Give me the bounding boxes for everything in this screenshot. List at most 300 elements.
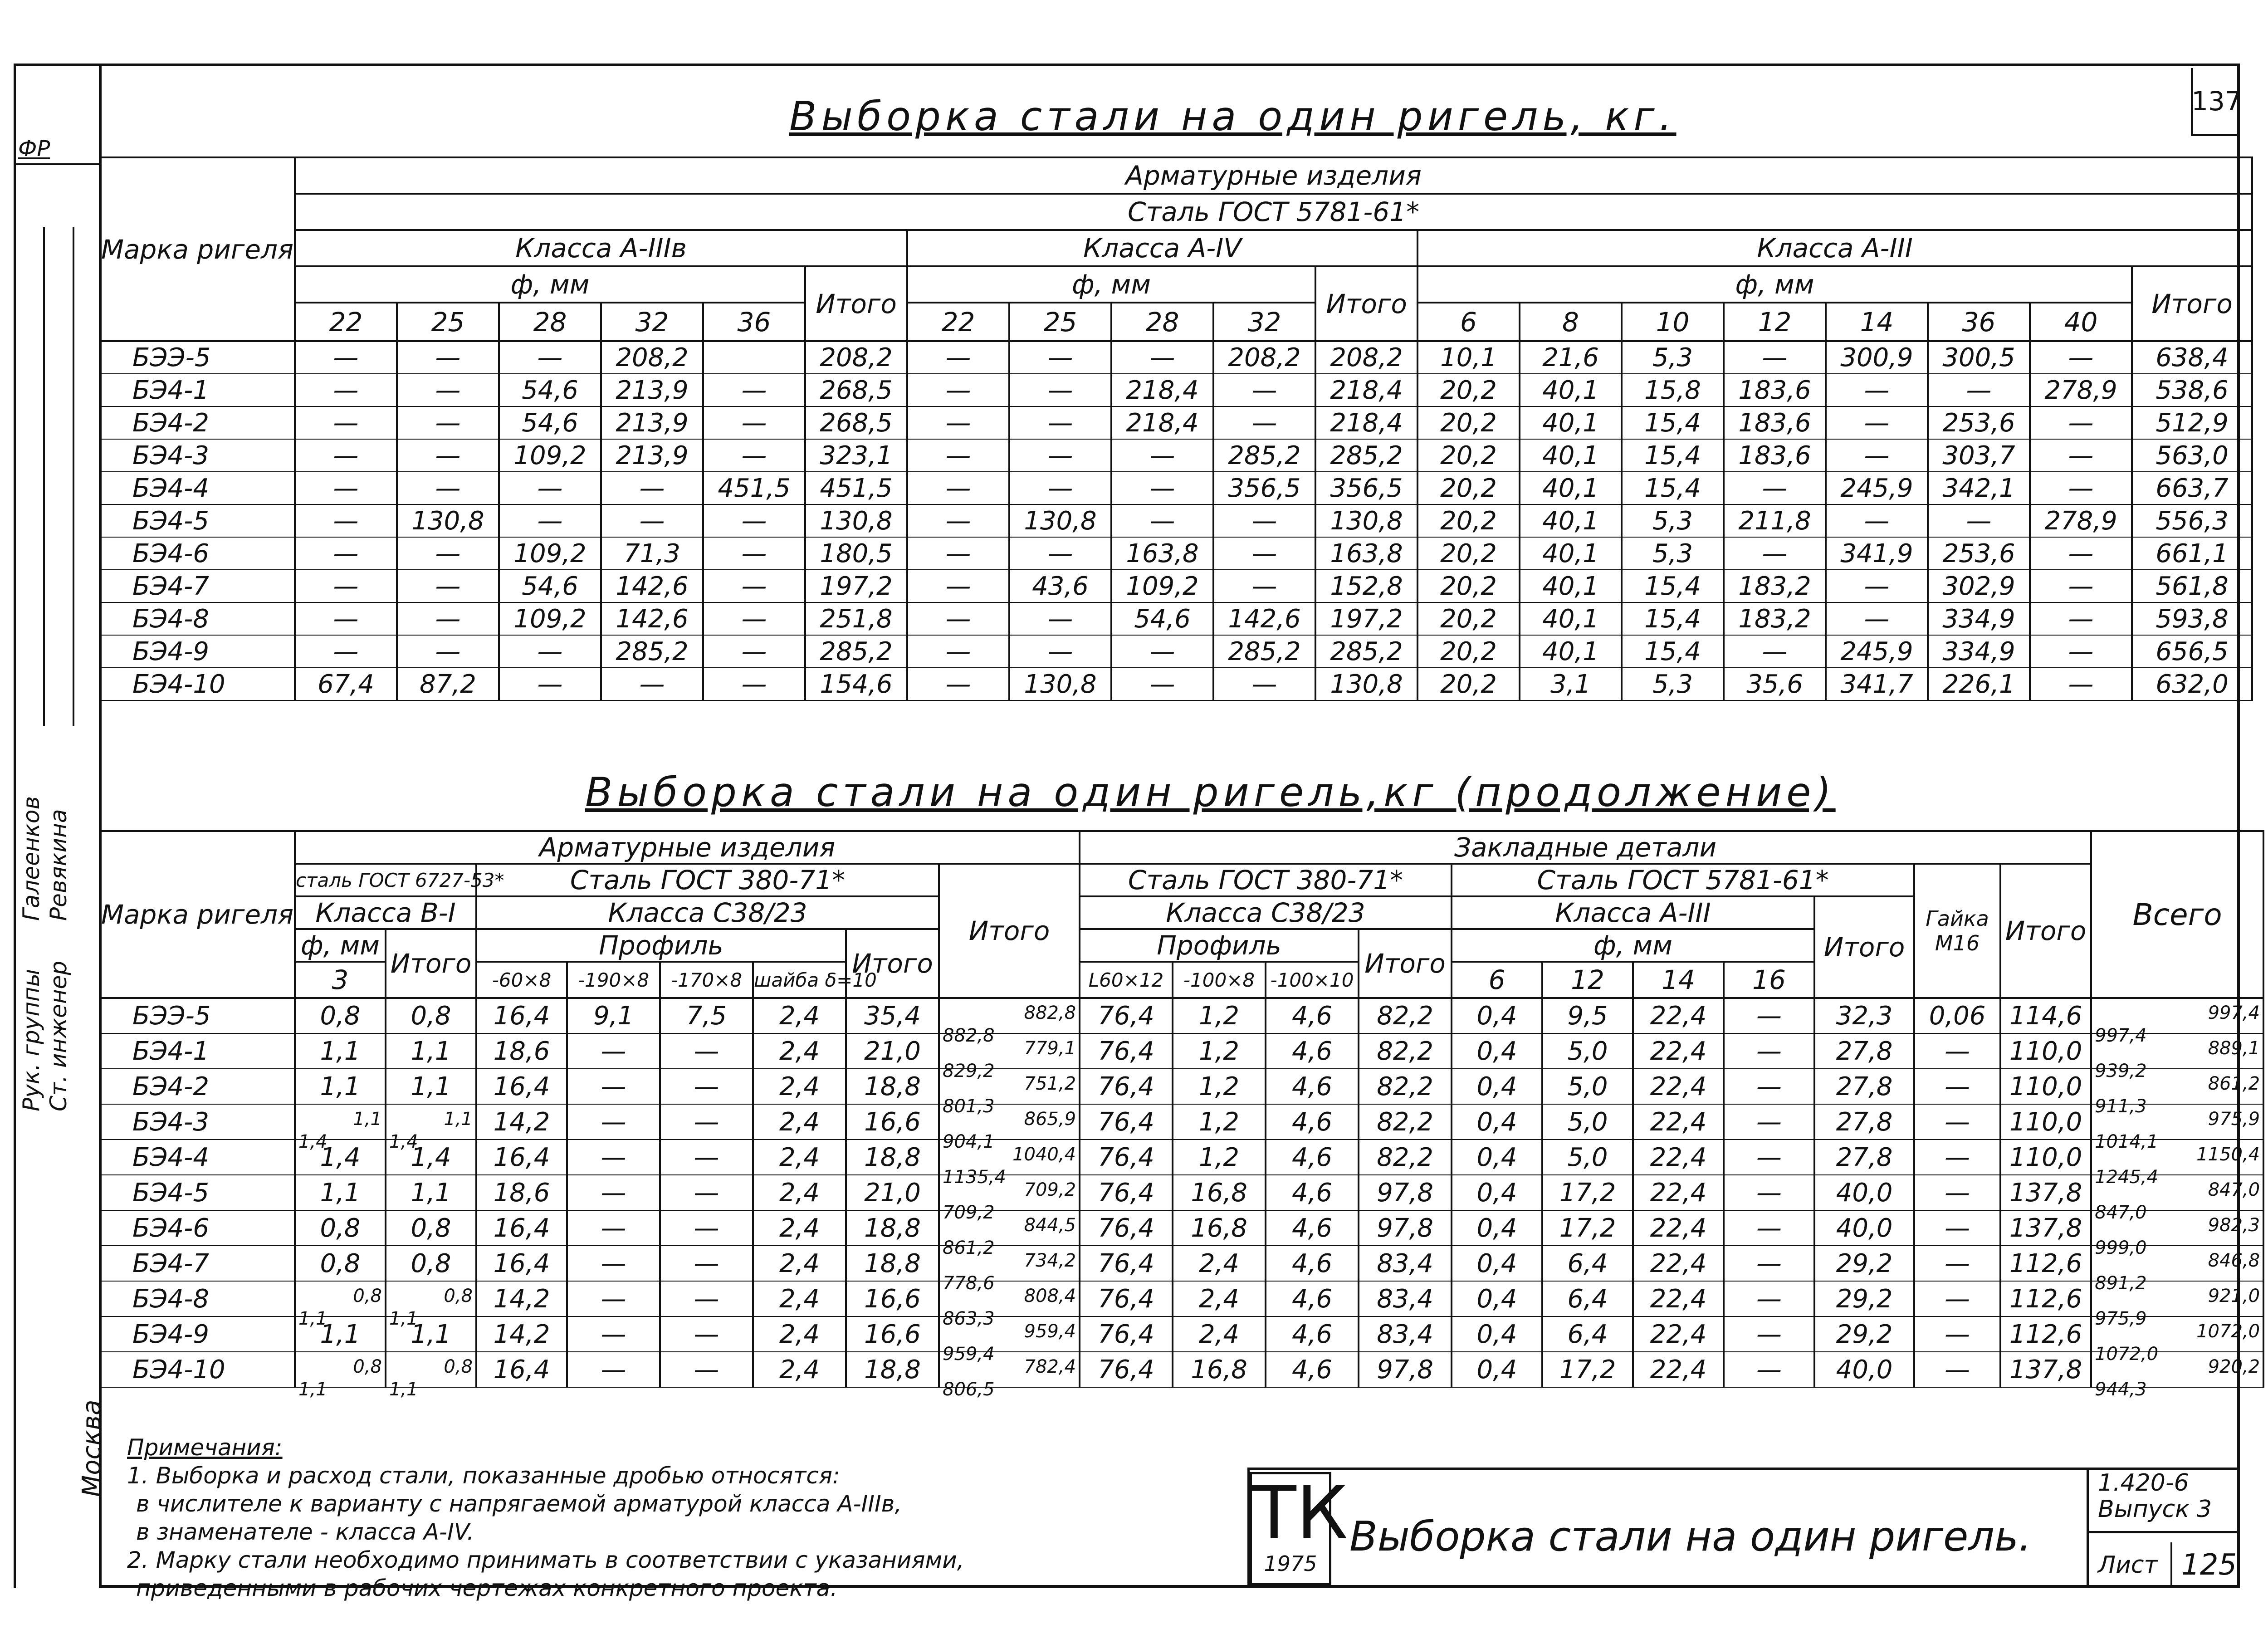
numerator: 1,4 — [298, 1131, 327, 1152]
denominator: 997,4 — [2208, 1003, 2260, 1023]
cell: — — [295, 602, 397, 635]
cell: 4,6 — [1266, 1281, 1359, 1316]
cell: 110,0 — [2000, 1104, 2091, 1140]
row-mark: БЭ4-8 — [100, 1281, 295, 1316]
denominator: 882,8 — [1024, 1003, 1076, 1023]
cell: 593,8 — [2132, 602, 2252, 635]
cell: — — [1914, 1352, 2000, 1387]
strip-divider — [14, 163, 99, 165]
t2-header-a3: Класса А-III — [1452, 896, 1814, 929]
numerator: 847,0 — [2095, 1202, 2147, 1223]
t1-diameter: 8 — [1520, 303, 1622, 341]
cell: — — [295, 406, 397, 439]
cell: — — [660, 1246, 753, 1281]
cell: 213,9 — [601, 406, 703, 439]
cell: 18,6 — [476, 1033, 567, 1069]
t1-header-mark — [100, 157, 295, 341]
cell: 9,5 — [1542, 998, 1633, 1033]
row-mark: БЭ4-9 — [100, 635, 295, 668]
cell: 76,4 — [1080, 1281, 1173, 1316]
numerator: 1,1 — [389, 1379, 418, 1400]
cell: 0,8 — [386, 998, 476, 1033]
cell: 213,9 — [601, 439, 703, 472]
cell: 632,0 — [2132, 668, 2252, 700]
denominator: 844,5 — [1024, 1214, 1076, 1236]
cell: 142,6 — [1213, 602, 1315, 635]
row-mark: БЭ4-5 — [100, 1175, 295, 1210]
cell: 7,5 — [660, 998, 753, 1033]
cell: 14,2 — [476, 1104, 567, 1140]
cell: 2,4 — [1173, 1281, 1266, 1316]
cell: 208,2 — [1315, 341, 1418, 374]
cell: 20,2 — [1418, 602, 1520, 635]
cell: — — [1213, 537, 1315, 570]
cell: 16,8 — [1173, 1210, 1266, 1246]
cell: — — [1111, 439, 1213, 472]
cell: — — [2030, 439, 2132, 472]
cell: 6,4 — [1542, 1281, 1633, 1316]
cell: 15,4 — [1622, 439, 1724, 472]
cell: — — [1826, 439, 1928, 472]
cell: 356,5 — [1213, 472, 1315, 504]
cell: 17,2 — [1542, 1210, 1633, 1246]
cell: 163,8 — [1111, 537, 1213, 570]
cell: 245,9 — [1826, 472, 1928, 504]
table-row — [100, 1069, 2263, 1104]
table-row — [100, 668, 2252, 700]
denominator: 865,9 — [1024, 1108, 1076, 1130]
numerator: 999,0 — [2095, 1237, 2147, 1258]
cell: 22,4 — [1633, 1033, 1724, 1069]
row-mark: БЭ4-9 — [100, 1316, 295, 1352]
tk-year: 1975 — [1264, 1551, 1317, 1576]
cell: 14,2 — [476, 1316, 567, 1352]
cell: — — [1826, 406, 1928, 439]
cell: 253,6 — [1928, 406, 2030, 439]
cell: 22,4 — [1633, 998, 1724, 1033]
cell: 1,4 — [295, 1140, 386, 1175]
table-row — [100, 1140, 2263, 1175]
cell: — — [907, 406, 1009, 439]
cell: 16,6 — [846, 1316, 939, 1352]
cell: — — [499, 668, 601, 700]
cell: — — [499, 341, 601, 374]
cell: 1,4 — [386, 1140, 476, 1175]
t1-diameter: 32 — [1213, 303, 1315, 341]
numerator: 1135,4 — [943, 1166, 1006, 1188]
cell: 2,4 — [753, 1352, 846, 1387]
cell: 5,0 — [1542, 1104, 1633, 1140]
denominator: 782,4 — [1024, 1356, 1076, 1377]
cell: 2,4 — [1173, 1316, 1266, 1352]
cell: 5,3 — [1622, 504, 1724, 537]
table-row — [100, 406, 2252, 439]
row-mark: БЭ4-1 — [100, 374, 295, 406]
cell: 76,4 — [1080, 1210, 1173, 1246]
cell: — — [1111, 341, 1213, 374]
name-2: Ревякина — [45, 809, 72, 921]
cell: — — [907, 341, 1009, 374]
cell: — — [703, 406, 805, 439]
denominator: 846,8 — [2208, 1250, 2260, 1271]
cell: 341,7 — [1826, 668, 1928, 700]
t1-header-class2: Класса А-IV — [907, 230, 1418, 266]
denominator: 734,2 — [1024, 1250, 1076, 1271]
cell: — — [2030, 537, 2132, 570]
cell: 1,1 — [295, 1316, 386, 1352]
cell: 16,4 — [476, 1352, 567, 1387]
cell: — — [907, 537, 1009, 570]
cell: — — [907, 668, 1009, 700]
city: Москва — [77, 1399, 107, 1497]
cell: — — [567, 1281, 660, 1316]
cell: 43,6 — [1009, 570, 1111, 602]
cell: 130,8 — [1009, 668, 1111, 700]
cell: 2,4 — [753, 1069, 846, 1104]
cell: 300,5 — [1928, 341, 2030, 374]
cell: — — [567, 1104, 660, 1140]
t1-diameter: 25 — [1009, 303, 1111, 341]
cell — [2091, 998, 2263, 1046]
cell: 5,3 — [1622, 668, 1724, 700]
cell: 197,2 — [805, 570, 907, 602]
cell: 0,4 — [1452, 1281, 1542, 1316]
cell: 40,1 — [1520, 537, 1622, 570]
t2-header-phi: ф, мм — [1452, 929, 1814, 962]
cell: 15,4 — [1622, 635, 1724, 668]
denominator: 1,1 — [444, 1108, 473, 1130]
cell: 154,6 — [805, 668, 907, 700]
cell: — — [703, 570, 805, 602]
cell: 2,4 — [753, 1210, 846, 1246]
denominator: 808,4 — [1024, 1285, 1076, 1306]
cell: — — [567, 1175, 660, 1210]
cell: 40,1 — [1520, 406, 1622, 439]
denominator: 1,1 — [353, 1108, 382, 1130]
cell: 109,2 — [499, 439, 601, 472]
t2-header-itogo-a3: Итого — [1814, 896, 1914, 998]
row-mark: БЭ4-8 — [100, 602, 295, 635]
cell: 130,8 — [1315, 668, 1418, 700]
t2-profile: -60×8 — [476, 962, 567, 998]
cell: 183,6 — [1724, 406, 1826, 439]
cell: — — [1724, 1175, 1814, 1210]
cell — [386, 1352, 476, 1400]
cell: — — [567, 1033, 660, 1069]
row-mark: БЭ4-5 — [100, 504, 295, 537]
denominator: 751,2 — [1024, 1073, 1076, 1094]
t2-header-profile: Профиль — [476, 929, 846, 962]
role-2: Ст. инженер — [45, 960, 72, 1111]
cell: 142,6 — [601, 602, 703, 635]
cell: — — [660, 1281, 753, 1316]
cell: 4,6 — [1266, 1069, 1359, 1104]
numerator: 801,3 — [943, 1096, 995, 1117]
cell: 18,8 — [846, 1210, 939, 1246]
cell: 197,2 — [1315, 602, 1418, 635]
cell: 3,1 — [1520, 668, 1622, 700]
t2-emb-profile: -100×10 — [1266, 962, 1359, 998]
cell: 218,4 — [1111, 374, 1213, 406]
cell: — — [1009, 537, 1111, 570]
cell: 20,2 — [1418, 374, 1520, 406]
cell: 561,8 — [2132, 570, 2252, 602]
cell: — — [1213, 668, 1315, 700]
denominator: 920,2 — [2208, 1356, 2260, 1377]
cell: — — [1213, 406, 1315, 439]
cell: 183,2 — [1724, 602, 1826, 635]
t2-diameter: 6 — [1452, 962, 1542, 998]
denominator: 975,9 — [2208, 1108, 2260, 1130]
cell: 0,4 — [1452, 1210, 1542, 1246]
cell: 40,1 — [1520, 504, 1622, 537]
cell: 76,4 — [1080, 1033, 1173, 1069]
cell: 40,1 — [1520, 374, 1622, 406]
cell: 137,8 — [2000, 1175, 2091, 1210]
t1-diameter: 36 — [1928, 303, 2030, 341]
cell: — — [660, 1316, 753, 1352]
t2-header-st380: Сталь ГОСТ 380-71* — [476, 864, 939, 896]
cell: 1,1 — [295, 1033, 386, 1069]
t2-profile: шайба δ=10 — [753, 962, 846, 998]
cell: 208,2 — [601, 341, 703, 374]
cell: — — [1928, 374, 2030, 406]
t2-header-emb-c: Класса С38/23 — [1080, 896, 1452, 929]
steel-table-1 — [99, 157, 2253, 701]
cell: 0,4 — [1452, 1033, 1542, 1069]
cell: — — [567, 1352, 660, 1387]
cell: 22,4 — [1633, 1069, 1724, 1104]
cell: — — [1009, 406, 1111, 439]
cell: — — [499, 635, 601, 668]
cell: — — [499, 472, 601, 504]
cell: 1,1 — [386, 1175, 476, 1210]
cell: 21,6 — [1520, 341, 1622, 374]
page-number: 137 — [2191, 68, 2240, 136]
cell: 40,0 — [1814, 1352, 1914, 1387]
t1-header-total3: Итого — [2132, 266, 2252, 341]
cell: 1,1 — [295, 1175, 386, 1210]
cell: 300,9 — [1826, 341, 1928, 374]
cell: 2,4 — [753, 1140, 846, 1175]
cell: 213,9 — [601, 374, 703, 406]
cell: — — [703, 668, 805, 700]
cell: 218,4 — [1111, 406, 1213, 439]
table-row — [100, 374, 2252, 406]
cell: — — [295, 570, 397, 602]
cell: 4,6 — [1266, 1104, 1359, 1140]
cell: 29,2 — [1814, 1246, 1914, 1281]
cell: — — [1009, 635, 1111, 668]
cell: 4,6 — [1266, 1316, 1359, 1352]
cell: — — [1914, 1246, 2000, 1281]
cell: — — [1111, 635, 1213, 668]
cell: 18,8 — [846, 1352, 939, 1387]
cell: 15,8 — [1622, 374, 1724, 406]
cell: 17,2 — [1542, 1352, 1633, 1387]
numerator: 778,6 — [943, 1272, 995, 1294]
cell: — — [567, 1210, 660, 1246]
cell — [295, 1352, 386, 1400]
cell: 22,4 — [1633, 1316, 1724, 1352]
t2-header-itogo-arm: Итого — [939, 864, 1080, 998]
role-1: Рук. группы — [18, 969, 44, 1111]
cell: 638,4 — [2132, 341, 2252, 374]
t1-diameter: 28 — [499, 303, 601, 341]
cell: — — [1724, 1104, 1814, 1140]
cell: 251,8 — [805, 602, 907, 635]
cell: — — [1213, 504, 1315, 537]
cell: — — [295, 341, 397, 374]
cell: 334,9 — [1928, 602, 2030, 635]
row-mark: БЭ4-4 — [100, 1140, 295, 1175]
cell: — — [1724, 1352, 1814, 1387]
cell: — — [1826, 504, 1928, 537]
cell: 20,2 — [1418, 439, 1520, 472]
t2-header-emb-st380: Сталь ГОСТ 380-71* — [1080, 864, 1452, 896]
cell: 22,4 — [1633, 1175, 1724, 1210]
note-line: приведенными в рабочих чертежах конкретного проекта. — [136, 1575, 838, 1601]
cell: 4,6 — [1266, 998, 1359, 1033]
cell: 9,1 — [567, 998, 660, 1033]
cell: 130,8 — [1315, 504, 1418, 537]
cell: — — [660, 1140, 753, 1175]
cell: 137,8 — [2000, 1352, 2091, 1387]
cell: — — [1914, 1140, 2000, 1175]
cell: 6,4 — [1542, 1246, 1633, 1281]
t2-header-emb: Закладные детали — [1080, 831, 2091, 864]
row-mark: БЭ4-10 — [100, 1352, 295, 1387]
cell: — — [567, 1316, 660, 1352]
cell: 1,2 — [1173, 998, 1266, 1033]
cell — [295, 1104, 386, 1152]
strip-line — [73, 227, 74, 726]
t1-diameter: 22 — [907, 303, 1009, 341]
cell: — — [907, 602, 1009, 635]
numerator: 1072,0 — [2095, 1343, 2159, 1365]
cell: 16,4 — [476, 1069, 567, 1104]
cell: 15,4 — [1622, 472, 1724, 504]
denominator: 0,8 — [353, 1285, 382, 1306]
t1-diameter: 28 — [1111, 303, 1213, 341]
t2-header-itogo-prof: Итого — [846, 929, 939, 998]
cell: 1,2 — [1173, 1104, 1266, 1140]
cell: — — [397, 374, 499, 406]
cell: 1,2 — [1173, 1033, 1266, 1069]
row-mark: БЭ4-2 — [100, 406, 295, 439]
t1-diameter: 25 — [397, 303, 499, 341]
numerator: 975,9 — [2095, 1308, 2147, 1329]
cell: — — [601, 472, 703, 504]
cell: 556,3 — [2132, 504, 2252, 537]
numerator: 1,1 — [298, 1308, 327, 1329]
cell: 661,1 — [2132, 537, 2252, 570]
cell: — — [1914, 1281, 2000, 1316]
cell: 130,8 — [397, 504, 499, 537]
cell: — — [1213, 570, 1315, 602]
numerator: 1,1 — [389, 1308, 418, 1329]
cell: — — [1928, 504, 2030, 537]
cell: 183,6 — [1724, 439, 1826, 472]
notes-title: Примечания: — [127, 1434, 283, 1461]
cell: 2,4 — [753, 1104, 846, 1140]
denominator: 0,8 — [444, 1285, 473, 1306]
cell: — — [1111, 668, 1213, 700]
numerator: 829,2 — [943, 1060, 995, 1081]
numerator: 861,2 — [943, 1237, 995, 1258]
cell: 29,2 — [1814, 1316, 1914, 1352]
cell: 268,5 — [805, 374, 907, 406]
cell — [295, 1281, 386, 1329]
sheet-label: Лист — [2098, 1551, 2158, 1579]
cell: 16,4 — [476, 998, 567, 1033]
denominator: 1150,4 — [2196, 1144, 2260, 1165]
cell: 54,6 — [1111, 602, 1213, 635]
numerator: 944,3 — [2095, 1379, 2147, 1400]
cell: 22,4 — [1633, 1140, 1724, 1175]
cell: — — [295, 635, 397, 668]
cell: — — [660, 1104, 753, 1140]
cell: 4,6 — [1266, 1175, 1359, 1210]
cell: — — [907, 504, 1009, 537]
cell: 22,4 — [1633, 1246, 1724, 1281]
cell: 16,4 — [476, 1210, 567, 1246]
cell: 0,8 — [295, 998, 386, 1033]
cell: 285,2 — [1213, 635, 1315, 668]
cell: 16,6 — [846, 1281, 939, 1316]
cell — [939, 998, 1080, 1046]
cell: 16,4 — [476, 1246, 567, 1281]
cell: 27,8 — [1814, 1069, 1914, 1104]
row-mark: БЭ4-3 — [100, 1104, 295, 1140]
t2-header-st5781: Сталь ГОСТ 5781-61* — [1452, 864, 1914, 896]
cell: — — [1724, 472, 1826, 504]
t2-header-phi-mm: ф, мм — [295, 929, 386, 962]
denominator: 889,1 — [2208, 1037, 2260, 1059]
tk-mark: ТК — [1252, 1470, 1348, 1555]
cell: — — [601, 504, 703, 537]
cell: 245,9 — [1826, 635, 1928, 668]
table-row — [100, 537, 2252, 570]
cell: 109,2 — [499, 537, 601, 570]
t1-diameter: 22 — [295, 303, 397, 341]
cell: 109,2 — [499, 602, 601, 635]
cell: — — [2030, 635, 2132, 668]
denominator: 847,0 — [2208, 1179, 2260, 1200]
table-row — [100, 635, 2252, 668]
cell: 1,1 — [386, 1033, 476, 1069]
cell: 20,2 — [1418, 635, 1520, 668]
numerator: 882,8 — [943, 1025, 995, 1046]
cell: — — [397, 537, 499, 570]
cell: 152,8 — [1315, 570, 1418, 602]
cell: — — [1724, 635, 1826, 668]
cell: 0,4 — [1452, 1069, 1542, 1104]
denominator: 1040,4 — [1012, 1144, 1076, 1165]
cell: 0,4 — [1452, 1175, 1542, 1210]
cell: — — [295, 537, 397, 570]
table-row — [100, 1175, 2263, 1210]
row-mark: БЭЭ-5 — [100, 341, 295, 374]
table1-title: Выборка стали на один ригель, кг. — [789, 93, 1677, 140]
cell: — — [1914, 1033, 2000, 1069]
cell: 4,6 — [1266, 1140, 1359, 1175]
denominator: 779,1 — [1024, 1037, 1076, 1059]
cell: — — [397, 406, 499, 439]
cell: 512,9 — [2132, 406, 2252, 439]
cell: 208,2 — [1213, 341, 1315, 374]
cell: 0,4 — [1452, 1140, 1542, 1175]
